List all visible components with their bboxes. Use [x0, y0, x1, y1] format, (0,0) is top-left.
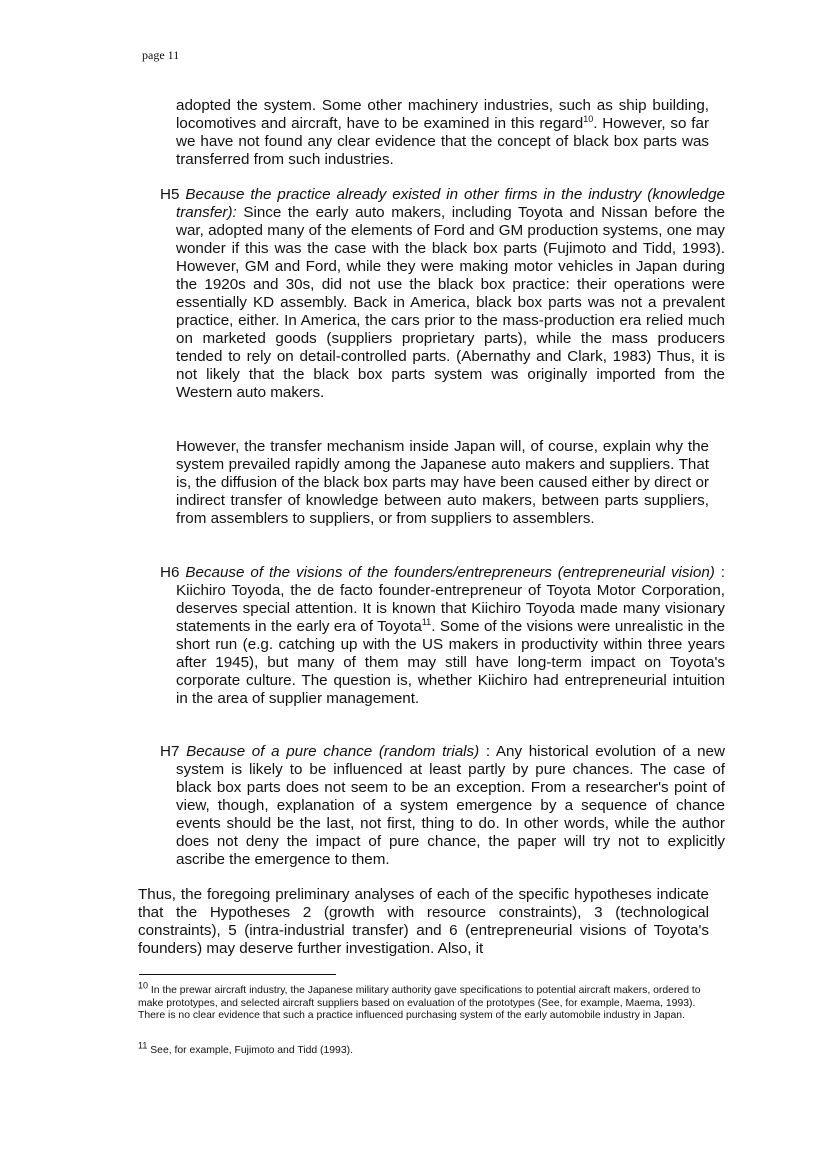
page-number-header: page 11: [142, 48, 180, 62]
footnote-10: [138, 980, 710, 1023]
footnote-ref-11: 11: [421, 616, 432, 627]
hypothesis-heading: Because the practice already existed in other firms in the industry (knowledge transfer):: [176, 186, 725, 221]
paragraph-text-rest: . However, so far we have not found any clear evidence that the concept of black box parts was transferred from such industries.: [176, 115, 709, 168]
paragraph-aircraft-industries: [176, 97, 709, 169]
footnote-text: See, for example, Fujimoto and Tidd (1993).: [147, 1045, 353, 1056]
paragraph-text: adopted the system. Some other machinery industries, such as ship building, locomotives and aircraft, have to be examined in this regard: [176, 97, 709, 132]
summary-paragraph: [138, 886, 709, 958]
paragraph-transfer-mechanism: [176, 438, 709, 528]
footnote-number: 10: [138, 980, 149, 991]
hypothesis-label: H5: [160, 186, 186, 203]
hypothesis-text: : Any historical evolution of a new system is likely to be influenced at least partly by pure chances. The case of black box parts does not seem to be an exception. From a researcher's point of view, though, explanation of a system emergence by a sequence of chance events should be the last, not first, thing to do. In other words, while the author does not deny the impact of pure chance, the paper will try not to explicitly ascribe the emergence to them.: [176, 743, 725, 868]
hypothesis-text: Since the early auto makers, including Toyota and Nissan before the war, adopted many of the elements of Ford and GM production systems, one may wonder if this was the case with the black box parts (Fujimoto and Tidd, 1993). However, GM and Ford, while they were making motor vehicles in Japan during the 1920s and 30s, did not use the black box practice: their operations were essentially KD assembly. Back in America, black box parts was not a prevalent practice, either. In America, the cars prior to the mass-production era relied much on marketed goods (suppliers proprietary parts), while the mass producers tended to rely on detail-controlled parts. (Abernathy and Clark, 1983) Thus, it is not likely that the black box parts system was originally imported from the Western auto makers.: [176, 204, 725, 401]
paragraph-text: However, the transfer mechanism inside Japan will, of course, explain why the system prevailed rapidly among the Japanese auto makers and suppliers. That is, the diffusion of the black box parts may have been caused either by direct or indirect transfer of knowledge between auto makers, between parts suppliers, from assemblers to suppliers, or from suppliers to assemblers.: [176, 438, 709, 527]
hypothesis-label: H7: [160, 743, 187, 760]
hypothesis-text: : Kiichiro Toyoda, the de facto founder-entrepreneur of Toyota Motor Corporation, deserves special attention. It is known that Kiichiro Toyoda made many visionary statements in the early era of Toyota: [176, 564, 725, 635]
hypothesis-heading: Because of the visions of the founders/entrepreneurs (entrepreneurial vision): [185, 564, 715, 581]
footnote-separator: [139, 974, 336, 975]
hypothesis-h5: [160, 186, 725, 402]
footnote-number: 11: [138, 1040, 148, 1051]
hypothesis-text-rest: . Some of the visions were unrealistic in the short run (e.g. catching up with the US makers in productivity within three years after 1945), but many of them may still have long-term impact on Toyota's corporate culture. The question is, whether Kiichiro had entrepreneurial intuition in the area of supplier management.: [176, 618, 725, 707]
hypothesis-heading: Because of a pure chance (random trials): [186, 743, 480, 760]
hypothesis-label: H6: [160, 564, 186, 581]
footnote-ref-10: 10: [583, 113, 594, 124]
paragraph-text: Thus, the foregoing preliminary analyses of each of the specific hypotheses indicate that the Hypotheses 2 (growth with resource constraints), 3 (technological constraints), 5 (intra-industrial transfer) and 6 (entrepreneurial visions of Toyota's founders) may deserve further investigation. Also, it: [138, 886, 709, 957]
hypothesis-h6: [160, 564, 725, 708]
hypothesis-h7: [160, 743, 725, 869]
footnote-text: In the prewar aircraft industry, the Japanese military authority gave specifications to potential aircraft makers, ordered to make prototypes, and selected aircraft suppliers based on evaluation of the prototypes (See, for example, Maema, 1993). There is no clear evidence that such a practice influenced purchasing system of the early automobile industry in Japan.: [138, 985, 701, 1021]
footnote-11: [138, 1040, 710, 1058]
